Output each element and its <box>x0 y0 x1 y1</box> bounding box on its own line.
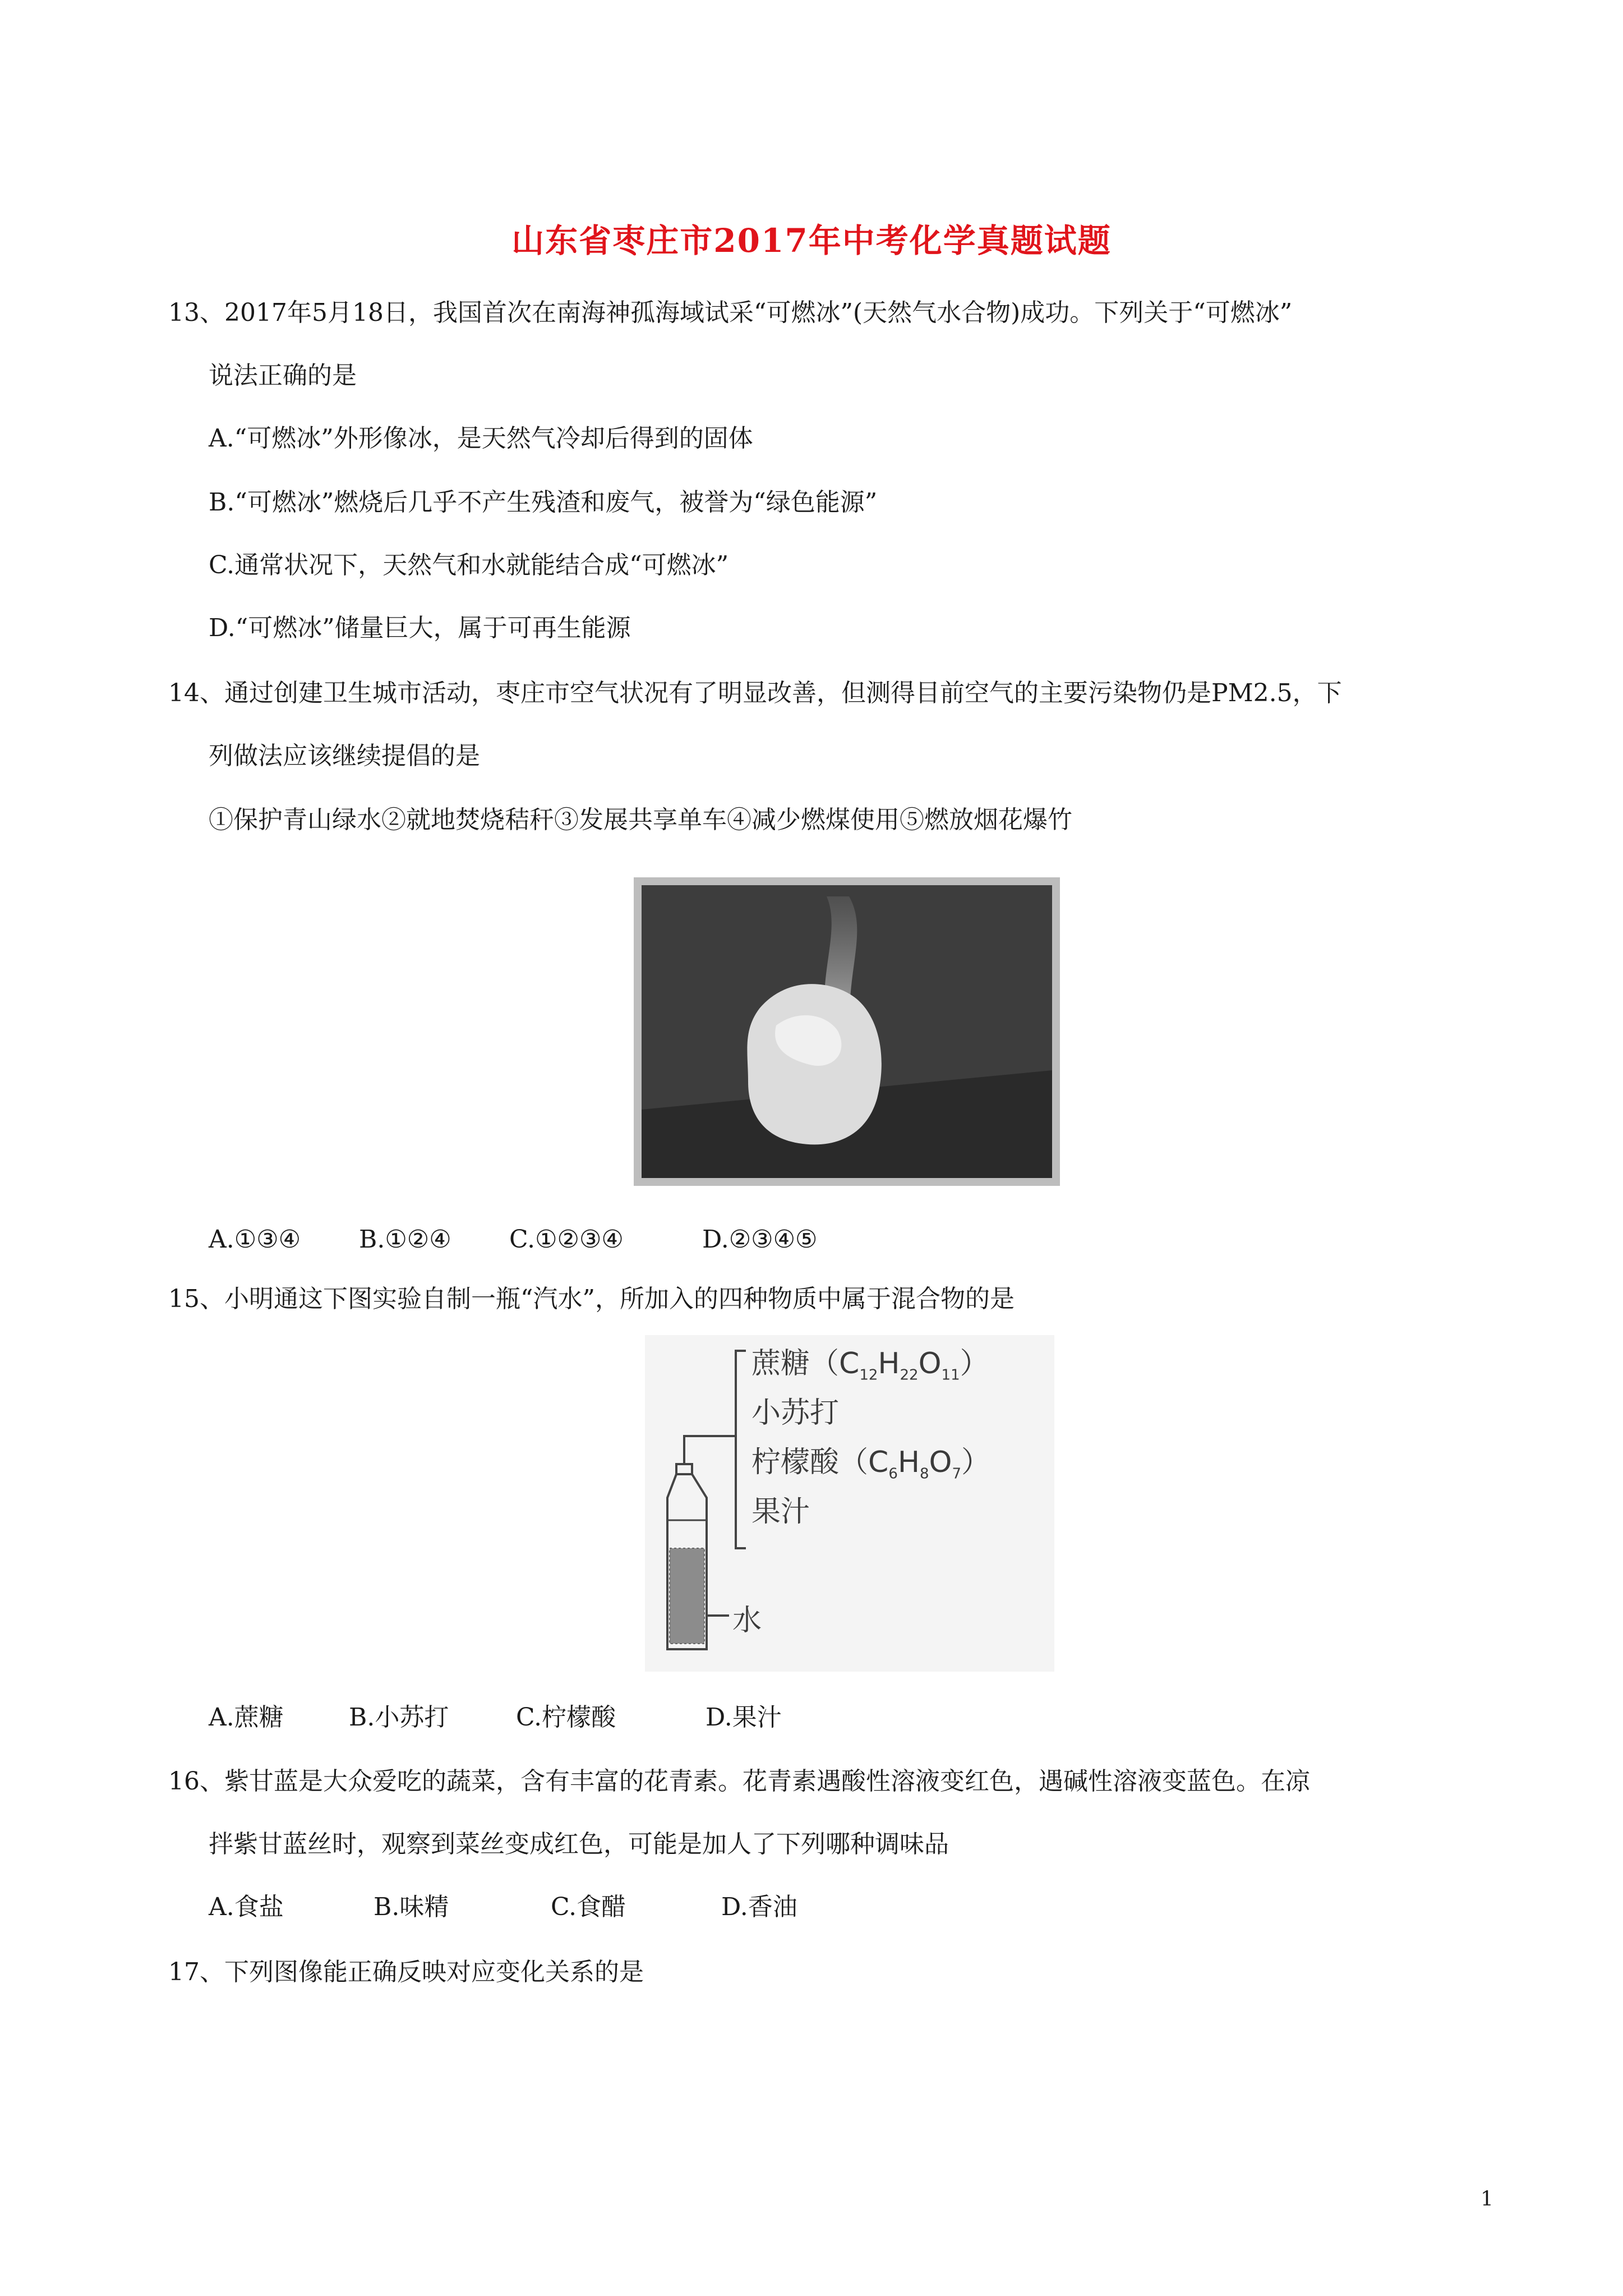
page-number: 1 <box>1481 2188 1493 2211</box>
question-13-option-b: B.“可燃冰”燃烧后几乎不产生残渣和废气，被誉为“绿色能源” <box>209 488 878 517</box>
question-15-line-1: 15、小明通这下图实验自制一瓶“汽水”，所加入的四种物质中属于混合物的是 <box>168 1285 1015 1313</box>
question-14-line-2: 列做法应该继续提倡的是 <box>209 742 480 770</box>
question-13-option-a: A.“可燃冰”外形像冰，是天然气冷却后得到的固体 <box>209 424 753 453</box>
burning-ice-image <box>642 885 1052 1178</box>
question-16-line-1: 16、紫甘蓝是大众爱吃的蔬菜，含有丰富的花青素。花青素遇酸性溶液变红色，遇碱性溶液变蓝色。在凉 <box>168 1767 1310 1796</box>
question-17-line-1: 17、下列图像能正确反映对应变化关系的是 <box>168 1958 644 1986</box>
water-label: 水 <box>732 1604 762 1637</box>
question-14-option-c: C.①②③④ <box>509 1225 624 1254</box>
question-13-option-d: D.“可燃冰”储量巨大，属于可再生能源 <box>209 614 631 642</box>
question-14-line-3: ①保护青山绿水②就地焚烧秸秆③发展共享单车④减少燃煤使用⑤燃放烟花爆竹 <box>209 806 1072 834</box>
ingredient-citric-acid: 柠檬酸$(C_6H_8O_7)$ <box>751 1446 991 1483</box>
question-13-option-c: C.通常状况下，天然气和水就能结合成“可燃冰” <box>209 551 729 579</box>
question-14-option-d: D.②③④⑤ <box>702 1225 818 1254</box>
bottle-icon <box>645 1335 1054 1672</box>
question-15-options <box>209 1701 782 1734</box>
question-14-line-1: 14、通过创建卫生城市活动，枣庄市空气状况有了明显改善，但测得目前空气的主要污染物仍是PM2.5，下 <box>168 679 1342 707</box>
question-14-option-a: A.①③④ <box>209 1225 301 1254</box>
ingredient-sucrose: 蔗糖$(C_{12}H_{22}O_{11})$ <box>751 1347 989 1384</box>
page-title: 山东省枣庄市2017年中考化学真题试题 <box>511 222 1112 260</box>
ingredient-baking-soda: 小苏打 <box>751 1396 840 1430</box>
question-15-option-a: A.蔗糖 <box>209 1703 284 1732</box>
question-16-line-2: 拌紫甘蓝丝时，观察到菜丝变成红色，可能是加人了下列哪种调味品 <box>209 1830 949 1858</box>
question-14-option-b: B.①②④ <box>359 1225 451 1254</box>
question-15-option-c: C.柠檬酸 <box>516 1703 616 1732</box>
question-16-option-b: B.味精 <box>374 1893 449 1921</box>
question-15-option-b: B.小苏打 <box>349 1703 449 1732</box>
question-15-option-d: D.果汁 <box>706 1703 782 1732</box>
question-16-option-c: C.食醋 <box>551 1893 626 1921</box>
question-13-line-1: 13、2017年5月18日，我国首次在南海神孤海域试采“可燃冰”(天然气水合物)成功。下列关于“可燃冰” <box>168 298 1293 327</box>
question-13-line-2: 说法正确的是 <box>209 361 357 390</box>
question-16-option-d: D.香油 <box>721 1893 797 1921</box>
question-16-options <box>209 1890 797 1924</box>
ingredient-juice: 果汁 <box>751 1495 810 1529</box>
flammable-ice-photo <box>634 877 1060 1186</box>
question-14-options <box>209 1223 817 1257</box>
soda-experiment-diagram <box>645 1335 1054 1672</box>
question-16-option-a: A.食盐 <box>209 1893 284 1921</box>
